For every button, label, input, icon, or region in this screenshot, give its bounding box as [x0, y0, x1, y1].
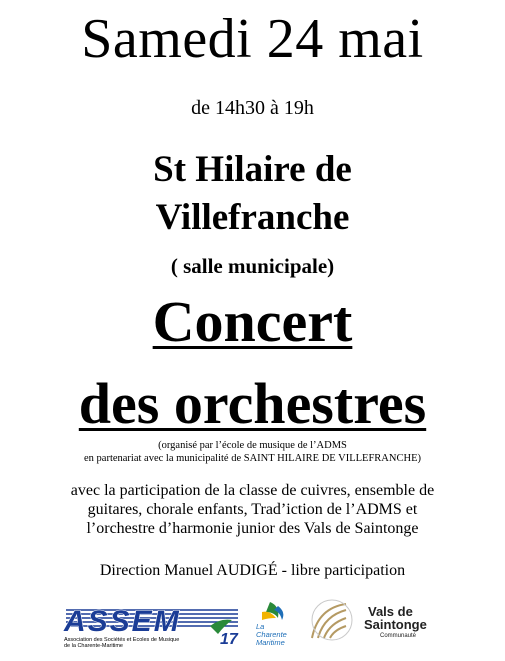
participants-text: [0, 481, 505, 538]
assem-subtitle-2: de la Charente-Maritime: [64, 643, 123, 649]
charente-line1: La: [256, 622, 265, 631]
vals-de-saintonge-logo: [308, 596, 438, 644]
title-line1: [0, 289, 505, 355]
charente-maritime-logo: [252, 598, 300, 648]
title-line2: [0, 371, 505, 437]
assem-number: 17: [220, 631, 238, 648]
title-line1-text: Concert: [152, 289, 353, 354]
assem-subtitle-1: Association des Sociétés et Ecoles de Musique: [64, 637, 180, 643]
organizer-line1: (organisé par l’école de musique de l’ADMS: [158, 440, 347, 451]
title-line2-text: des orchestres: [78, 371, 427, 436]
participants-line1: avec la participation de la classe de cuivres, ensemble de: [70, 482, 435, 499]
event-place-line2: Villefranche: [155, 197, 350, 238]
vals-line3: Communauté: [380, 633, 417, 639]
event-place-line1: St Hilaire de: [153, 149, 352, 190]
assem-logo: [60, 596, 246, 654]
logos-row: [0, 596, 505, 656]
participants-line2: guitares, chorale enfants, Trad’iction de l’ADMS et: [87, 501, 418, 518]
charente-line2: Charente: [256, 630, 287, 639]
event-date: Samedi 24 mai: [81, 8, 424, 70]
vals-line1: Vals de: [368, 604, 413, 619]
charente-line3: Maritime: [256, 638, 285, 647]
vals-line2: Saintonge: [364, 617, 427, 632]
organizer-line2: en partenariat avec la municipalité de SAINT HILAIRE DE VILLEFRANCHE): [84, 453, 421, 464]
assem-wordmark: ASSEM: [64, 605, 181, 638]
event-time: de 14h30 à 19h: [191, 97, 314, 119]
participants-line3: l’orchestre d’harmonie junior des Vals de Saintonge: [86, 520, 419, 537]
direction-text: Direction Manuel AUDIGÉ - libre participation: [99, 562, 406, 579]
event-hall: ( salle municipale): [170, 254, 335, 278]
